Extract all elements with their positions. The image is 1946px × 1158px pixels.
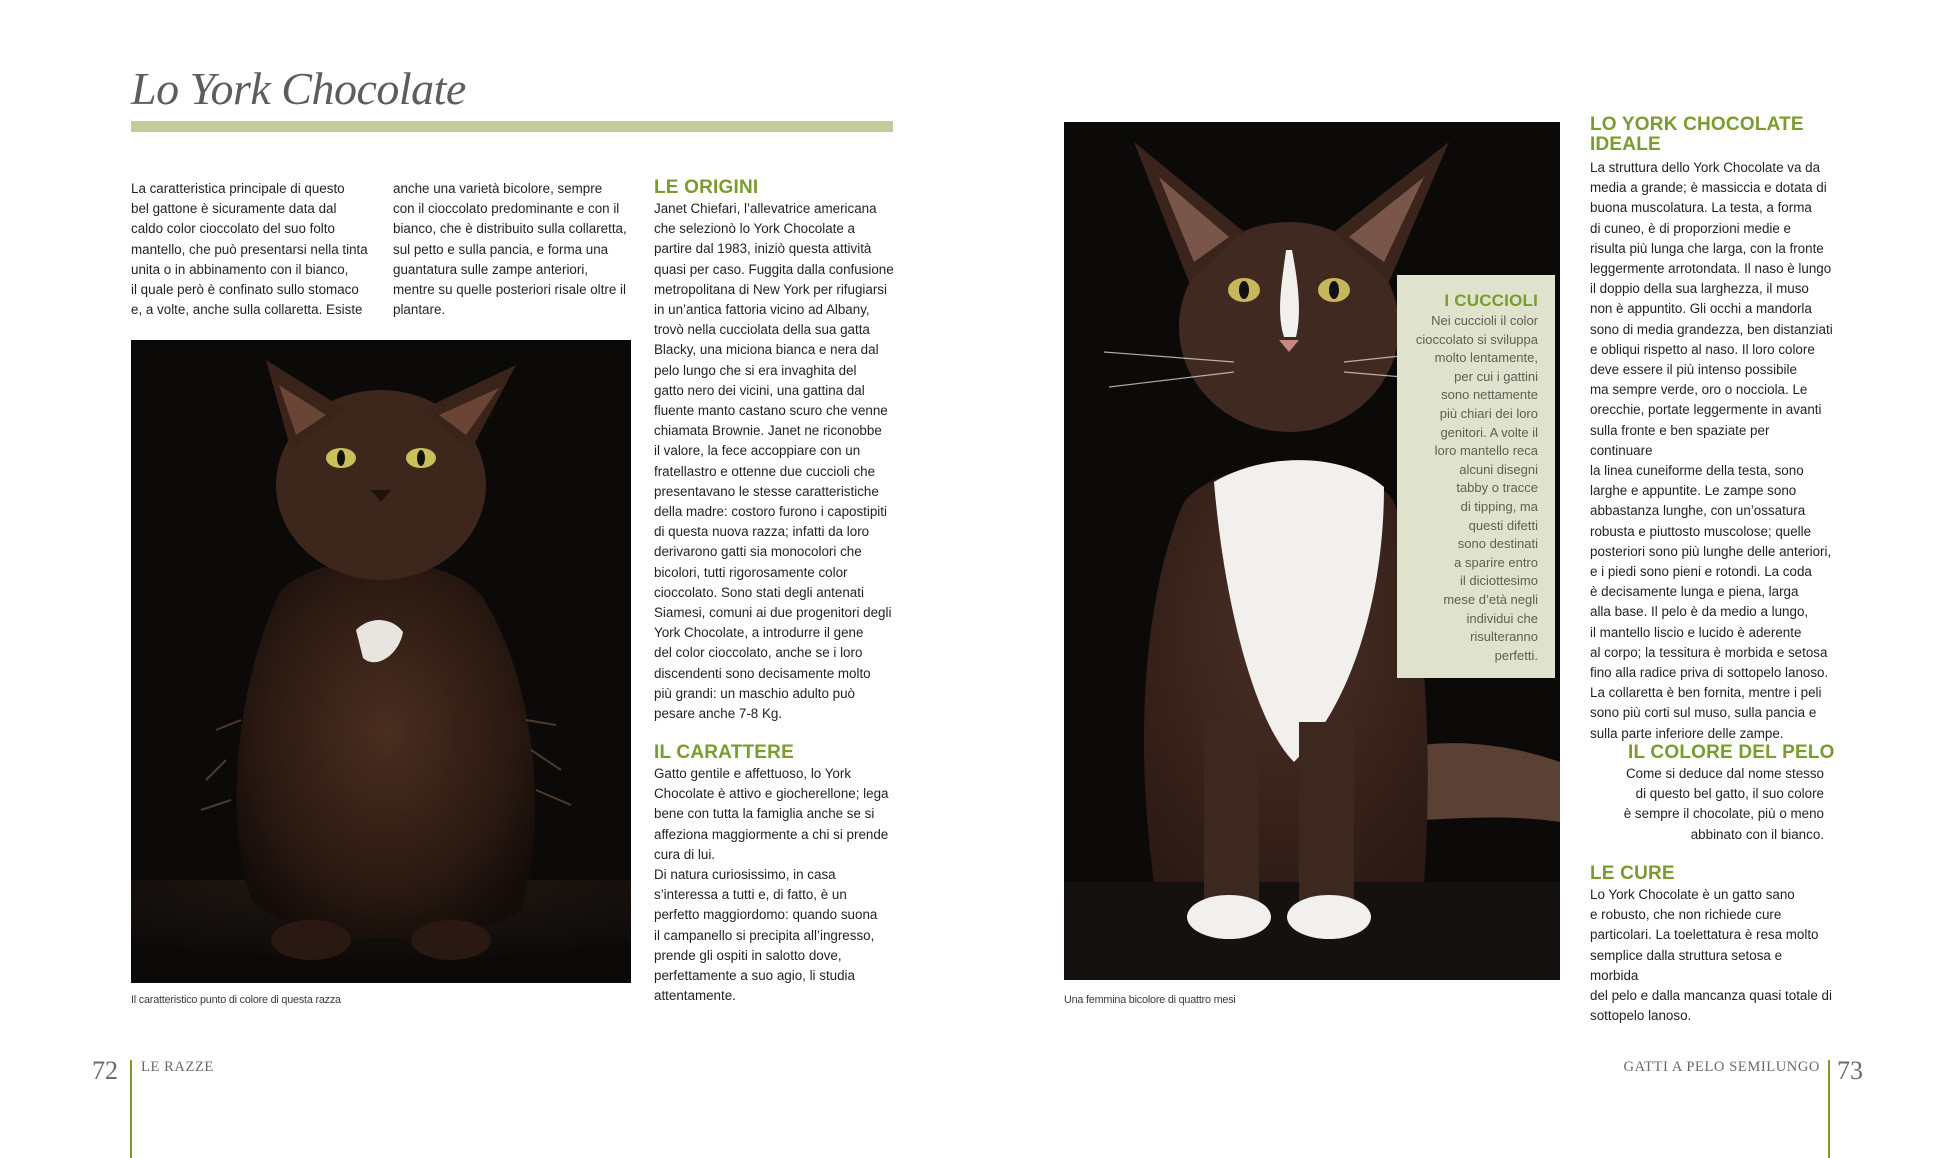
sidebar-text: Nei cuccioli il color cioccolato si sviluppa molto lentamente, per cui i gattini sono nettamente più chiari dei loro genitori. A volte il loro mantello reca alcuni disegni tabby o tracce di tipping, ma questi difetti sono destinati a sparire entro il diciottesimo mese d’età negli individui che risulteranno perfetti. bbox=[1415, 313, 1538, 663]
chocolate-cat-illustration bbox=[131, 340, 631, 983]
folio-number-right: 73 bbox=[1837, 1056, 1863, 1085]
heading-coat-color: IL COLORE DEL PELO bbox=[1628, 742, 1835, 763]
folio-number: 72 bbox=[92, 1056, 118, 1085]
character-text: Gatto gentile e affettuoso, lo York Chocolate è attivo e giocherellone; lega bene con tutta la famiglia anche se si affeziona maggiormente a chi si prende cura di lui. Di natura curiosissimo, in casa s’interessa a tutti e, di fatto, è un perfetto maggiordomo: quando suona il campanello si precipita all’ingresso, prende gli ospiti in salotto dove, perfettamente a suo agio, li studia attentamente. bbox=[654, 766, 889, 1004]
care-text: Lo York Chocolate è un gatto sano e robusto, che non richiede cure particolari. La toelettatura è resa molto semplice dalla struttura setosa e morbida del pelo e dalla mancanza quasi totale di sottopelo lanoso. bbox=[1590, 887, 1832, 1024]
photo-caption: Il caratteristico punto di colore di questa razza bbox=[131, 994, 341, 1006]
heading-character: IL CARATTERE bbox=[654, 742, 794, 763]
folio-rule bbox=[130, 1060, 132, 1158]
sidebar-heading: I CUCCIOLI bbox=[1444, 291, 1538, 310]
page-title: Lo York Chocolate bbox=[131, 63, 466, 114]
folio-rule-right bbox=[1828, 1060, 1830, 1158]
ideal-text: La struttura dello York Chocolate va da media a grande; è massiccia e dotata di buona muscolatura. La testa, a forma di cuneo, è di proporzioni medie e risulta più lunga che larga, con la fronte leggermente arrotondata. Il naso è lungo il doppio della sua larghezza, il muso non è appuntito. Gli occhi a mandorla sono di media grandezza, ben distanziati e obliqui rispetto al naso. Il loro colore deve essere il più intenso possibile ma sempre verde, oro o nocciola. Le orecchie, portate leggermente in avanti sulla fronte e ben spaziate per continuare la linea cuneiforme della testa, sono larghe e appuntite. Le zampe sono abbastanza lunghe, con un’ossatura robusta e piuttosto muscolose; quelle posteriori sono più lunghe delle anteriori, e i piedi sono pieni e rotondi. La coda è decisamente lunga e piena, larga alla base. Il pelo è da medio a lungo, il mantello liscio e lucido è aderente al corpo; la tessitura è morbida e setosa fino alla radice priva di sottopelo lanoso. La collaretta è ben fornita, mentre i peli sono più corti sul muso, sulla pancia e sulla parte inferiore delle zampe. bbox=[1590, 160, 1833, 741]
coat-color-text: Come si deduce dal nome stesso di questo bel gatto, il suo colore è sempre il chocolate, più o meno abbinato con il bianco. bbox=[1623, 766, 1824, 842]
heading-ideal: LO YORK CHOCOLATE IDEALE bbox=[1590, 114, 1804, 155]
heading-care: LE CURE bbox=[1590, 863, 1675, 884]
folio-label: LE RAZZE bbox=[141, 1059, 214, 1075]
folio-label-right: GATTI A PELO SEMILUNGO bbox=[1623, 1059, 1820, 1075]
intro-column-1: La caratteristica principale di questo bel gattone è sicuramente data dal caldo color cioccolato del suo folto mantello, che può presentarsi nella tinta unita o in abbinamento con il bianco, il quale però è confinato sullo stomaco e, a volte, anche sulla collaretta. Esiste bbox=[131, 181, 368, 318]
title-rule bbox=[131, 121, 893, 132]
photo-chocolate-cat bbox=[131, 340, 631, 983]
intro-column-2: anche una varietà bicolore, sempre con il cioccolato predominante e con il bianco, che è distribuito sulla collaretta, sul petto e sulla pancia, e forma una guantatura sulle zampe anteriori, mentre su quelle posteriori risale oltre il plantare. bbox=[393, 181, 627, 318]
photo-caption-right: Una femmina bicolore di quattro mesi bbox=[1064, 994, 1236, 1006]
origins-text: Janet Chiefari, l’allevatrice americana che selezionò lo York Chocolate a partire dal 1983, iniziò questa attività quasi per caso. Fuggita dalla confusione metropolitana di New York per rifugiarsi in un’antica fattoria vicino ad Albany, trovò nella cucciolata della sua gatta Blacky, una miciona bianca e nera dal pelo lungo che si era invaghita del gatto nero dei vicini, una gattina dal fluente manto castano scuro che venne chiamata Brownie. Janet ne riconobbe il valore, la fece accoppiare con un fratellastro e ottenne due cuccioli che presentavano le stesse caratteristiche della madre: costoro furono i capostipiti di questa nuova razza; infatti da loro derivarono gatti sia monocolori che bicolori, tutti rigorosamente color cioccolato. Sono stati degli antenati Siamesi, comuni ai due progenitori degli York Chocolate, a introdurre il gene del color cioccolato, anche se i loro discendenti sono decisamente molto più grandi: un maschio adulto può pesare anche 7-8 Kg. bbox=[654, 201, 894, 722]
heading-origins: LE ORIGINI bbox=[654, 177, 759, 198]
